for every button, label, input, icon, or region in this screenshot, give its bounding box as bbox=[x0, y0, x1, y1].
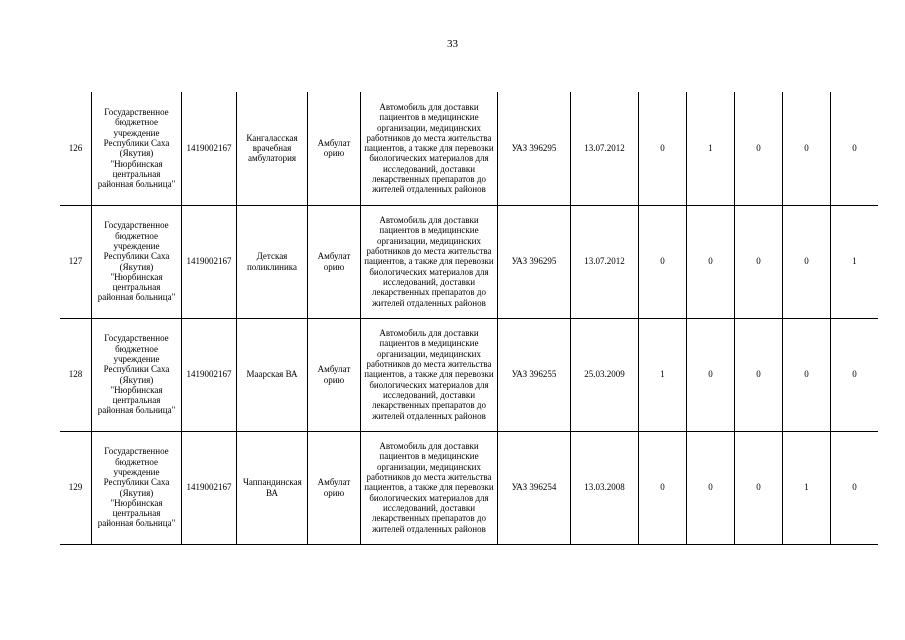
vehicle-model-cell: УАЗ 396254 bbox=[498, 431, 571, 544]
count-cell: 1 bbox=[783, 431, 831, 544]
count-cell: 0 bbox=[639, 92, 687, 205]
count-cell: 0 bbox=[735, 431, 783, 544]
inn-cell: 1419002167 bbox=[182, 318, 237, 431]
count-cell: 0 bbox=[687, 318, 735, 431]
vehicle-model-cell: УАЗ 396255 bbox=[498, 318, 571, 431]
table-row bbox=[60, 431, 878, 544]
organization-name: Государственное бюджетное учреждение Республики Саха (Якутия) "Нюрбинская центральная районная больница" bbox=[97, 333, 176, 416]
count-cell: 0 bbox=[687, 205, 735, 318]
vehicle-model-cell: УАЗ 396295 bbox=[498, 205, 571, 318]
count-cell: 0 bbox=[831, 431, 879, 544]
count-cell: 1 bbox=[639, 318, 687, 431]
count-cell: 0 bbox=[831, 92, 879, 205]
count-cell: 1 bbox=[831, 205, 879, 318]
subdivision-cell: Кангаласская врачебная амбулатория bbox=[246, 132, 298, 164]
vehicle-registry-table bbox=[60, 92, 878, 545]
purpose-cell: Автомобиль для доставки пациентов в медицинские организации, медицинских работников до места жительства пациентов, а также для перевозки биологических материалов для исследований, доставки лекарственных препаратов до жителей отдаленных районов bbox=[364, 441, 494, 534]
date-cell: 25.03.2009 bbox=[571, 318, 639, 431]
date-cell: 13.07.2012 bbox=[571, 92, 639, 205]
subdivision-cell: Чаппандинская ВА bbox=[243, 477, 302, 498]
row-number: 129 bbox=[60, 431, 92, 544]
table-row bbox=[60, 318, 878, 431]
count-cell: 0 bbox=[735, 92, 783, 205]
inn-cell: 1419002167 bbox=[182, 205, 237, 318]
count-cell: 0 bbox=[687, 431, 735, 544]
table-row bbox=[60, 205, 878, 318]
date-cell: 13.07.2012 bbox=[571, 205, 639, 318]
vehicle-model-cell: УАЗ 396295 bbox=[498, 92, 571, 205]
type-cell: Амбулаторию bbox=[317, 364, 351, 385]
type-cell: Амбулаторию bbox=[317, 477, 351, 498]
organization-name: Государственное бюджетное учреждение Республики Саха (Якутия) "Нюрбинская центральная районная больница" bbox=[97, 220, 176, 303]
subdivision-cell: Детская поликлиника bbox=[246, 251, 298, 272]
count-cell: 0 bbox=[735, 318, 783, 431]
purpose-cell: Автомобиль для доставки пациентов в медицинские организации, медицинских работников до места жительства пациентов, а также для перевозки биологических материалов для исследований, доставки лекарственных препаратов до жителей отдаленных районов bbox=[364, 215, 494, 308]
row-number: 127 bbox=[60, 205, 92, 318]
type-cell: Амбулаторию bbox=[317, 137, 351, 159]
table-row bbox=[60, 92, 878, 205]
count-cell: 0 bbox=[639, 205, 687, 318]
row-number: 128 bbox=[60, 318, 92, 431]
count-cell: 0 bbox=[639, 431, 687, 544]
subdivision-cell: Маарская ВА bbox=[246, 369, 298, 380]
page-number: 33 bbox=[447, 38, 458, 50]
inn-cell: 1419002167 bbox=[182, 92, 237, 205]
count-cell: 0 bbox=[783, 205, 831, 318]
count-cell: 0 bbox=[831, 318, 879, 431]
purpose-cell: Автомобиль для доставки пациентов в медицинские организации, медицинских работников до места жительства пациентов, а также для перевозки биологических материалов для исследований, доставки лекарственных препаратов до жителей отдаленных районов bbox=[364, 328, 494, 421]
count-cell: 0 bbox=[735, 205, 783, 318]
row-number: 126 bbox=[60, 92, 92, 205]
organization-name: Государственное бюджетное учреждение Республики Саха (Якутия) "Нюрбинская центральная районная больница" bbox=[97, 446, 176, 529]
organization-name: Государственное бюджетное учреждение Республики Саха (Якутия) "Нюрбинская центральная районная больница" bbox=[97, 107, 176, 190]
count-cell: 0 bbox=[783, 318, 831, 431]
date-cell: 13.03.2008 bbox=[571, 431, 639, 544]
count-cell: 1 bbox=[687, 92, 735, 205]
purpose-cell: Автомобиль для доставки пациентов в медицинские организации, медицинских работников до места жительства пациентов, а также для перевозки биологических материалов для исследований, доставки лекарственных препаратов до жителей отдаленных районов bbox=[364, 101, 494, 195]
inn-cell: 1419002167 bbox=[182, 431, 237, 544]
count-cell: 0 bbox=[783, 92, 831, 205]
type-cell: Амбулаторию bbox=[317, 251, 351, 272]
